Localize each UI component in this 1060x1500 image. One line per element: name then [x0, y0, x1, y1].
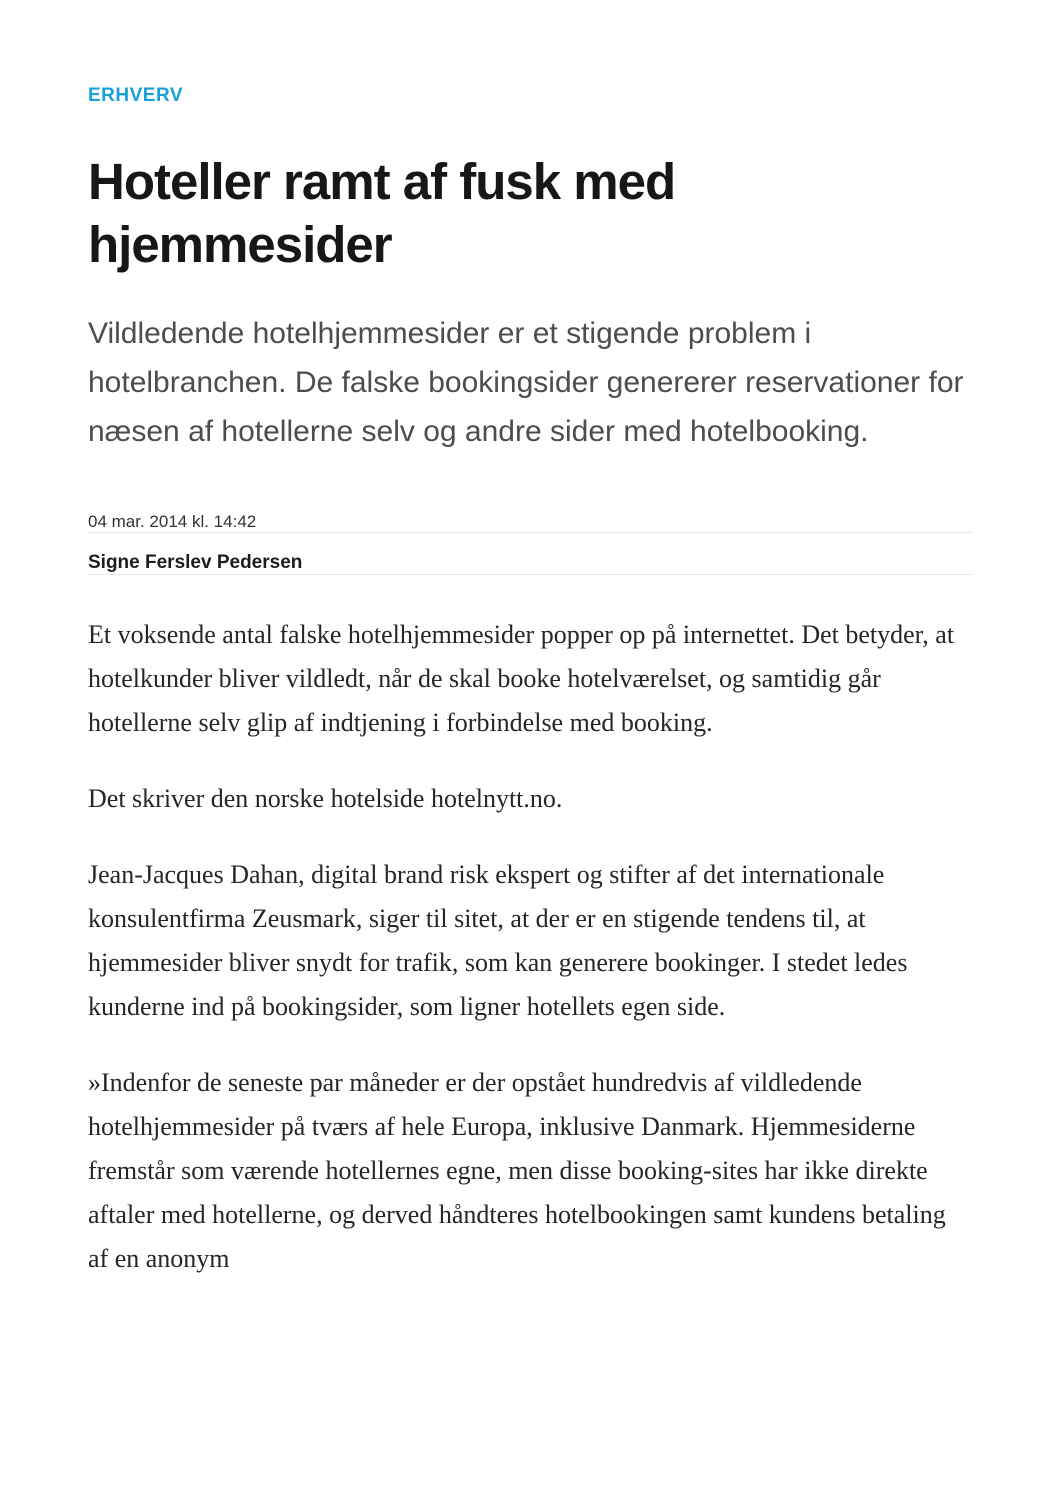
article-standfirst: Vildledende hotelhjemmesider er et stigende problem i hotelbranchen. De falske bookingsider genererer reservationer for næsen af hotellerne selv og andre sider med hotelbooking.	[88, 317, 964, 448]
publish-timestamp: 04 mar. 2014 kl. 14:42	[88, 512, 257, 531]
body-paragraph: »Indenfor de seneste par måneder er der opstået hundredvis af vildledende hotelhjemmesider på tværs af hele Europa, inklusive Danmark. Hjemmesiderne fremstår som værende hotellernes egne, men disse booking-sites har ikke direkte aftaler med hotellerne, og derved håndteres hotelbookingen samt kundens betaling af en anonym	[88, 1068, 946, 1273]
article-body	[88, 613, 972, 1281]
body-paragraph: Det skriver den norske hotelside hotelnytt.no.	[88, 784, 563, 813]
article-headline: Hoteller ramt af fusk med hjemmesider	[88, 153, 676, 273]
body-paragraph: Et voksende antal falske hotelhjemmesider popper op på internettet. Det betyder, at hotelkunder bliver vildledt, når de skal booke hotelværelset, og samtidig går hotellerne selv glip af indtjening i forbindelse med booking.	[88, 620, 955, 737]
byline-divider-top	[88, 532, 972, 533]
body-paragraph: Jean-Jacques Dahan, digital brand risk ekspert og stifter af det internationale konsulentfirma Zeusmark, siger til sitet, at der er en stigende tendens til, at hjemmesider bliver snydt for trafik, som kan generere bookinger. I stedet ledes kunderne ind på bookingsider, som ligner hotellets egen side.	[88, 860, 908, 1021]
byline-divider-bottom	[88, 574, 972, 575]
author-byline: Signe Ferslev Pedersen	[88, 552, 303, 573]
category-link[interactable]: ERHVERV	[88, 85, 184, 106]
